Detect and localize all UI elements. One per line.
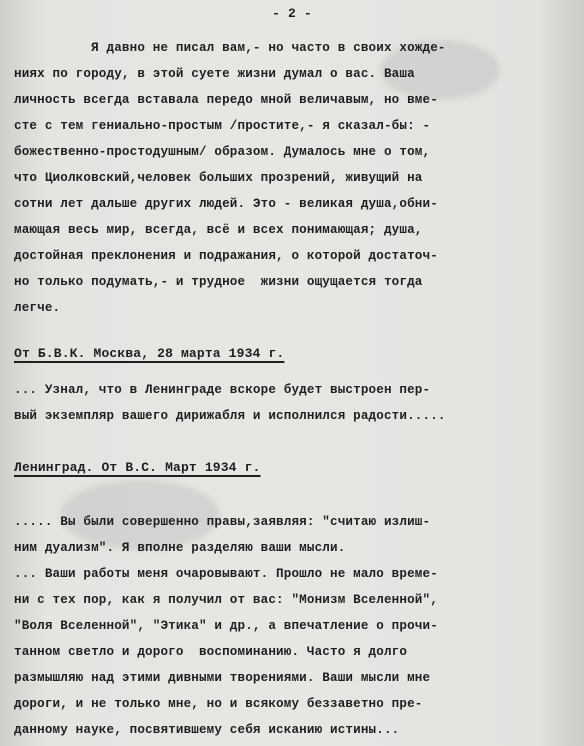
text-line: мающая весь мир, всегда, всё и всех понимающая; душа, xyxy=(14,223,423,237)
text-line: данному науке, посвятившему себя исканию истины... xyxy=(14,723,400,737)
section-heading: Ленинград. От В.С. Март 1934 г. xyxy=(14,460,261,475)
text-line: дороги, и не только мне, но и всякому беззаветно пре- xyxy=(14,697,423,711)
text-line: танном светло и дорого воспоминанию. Часто я долго xyxy=(14,645,408,659)
text-line: ..... Вы были совершенно правы,заявляя: "считаю излиш- xyxy=(14,515,431,529)
text-line: Я давно не писал вам,- но часто в своих хожде- xyxy=(14,41,446,55)
text-line: достойная преклонения и подражания, о которой достаточ- xyxy=(14,249,438,263)
text-line: вый экземпляр вашего дирижабля и исполнился радости..... xyxy=(14,409,446,423)
text-line: личность всегда вставала передо мной величавым, но вме- xyxy=(14,93,438,107)
page-number: - 2 - xyxy=(272,6,312,21)
text-line: легче. xyxy=(14,301,61,315)
text-line: ни с тех пор, как я получил от вас: "Монизм Вселенной", xyxy=(14,593,438,607)
text-line: но только подумать,- и трудное жизни ощущается тогда xyxy=(14,275,423,289)
text-line: божественно-простодушным/ образом. Думалось мне о том, xyxy=(14,145,431,159)
text-line: размышляю над этими дивными творениями. Ваши мысли мне xyxy=(14,671,431,685)
text-line: сте с тем гениально-простым /простите,- я сказал-бы: - xyxy=(14,119,431,133)
section-heading: От Б.В.К. Москва, 28 марта 1934 г. xyxy=(14,346,285,361)
text-line: ... Узнал, что в Ленинграде вскоре будет выстроен пер- xyxy=(14,383,431,397)
text-line: что Циолковский,человек больших прозрений, живущий на xyxy=(14,171,423,185)
text-line: ним дуализм". Я вполне разделяю ваши мысли. xyxy=(14,541,346,555)
text-line: ниях по городу, в этой суете жизни думал о вас. Ваша xyxy=(14,67,415,81)
text-line: ... Ваши работы меня очаровывают. Прошло не мало време- xyxy=(14,567,438,581)
text-line: "Воля Вселенной", "Этика" и др., а впечатление о прочи- xyxy=(14,619,438,633)
text-line: сотни лет дальше других людей. Это - великая душа,обни- xyxy=(14,197,438,211)
